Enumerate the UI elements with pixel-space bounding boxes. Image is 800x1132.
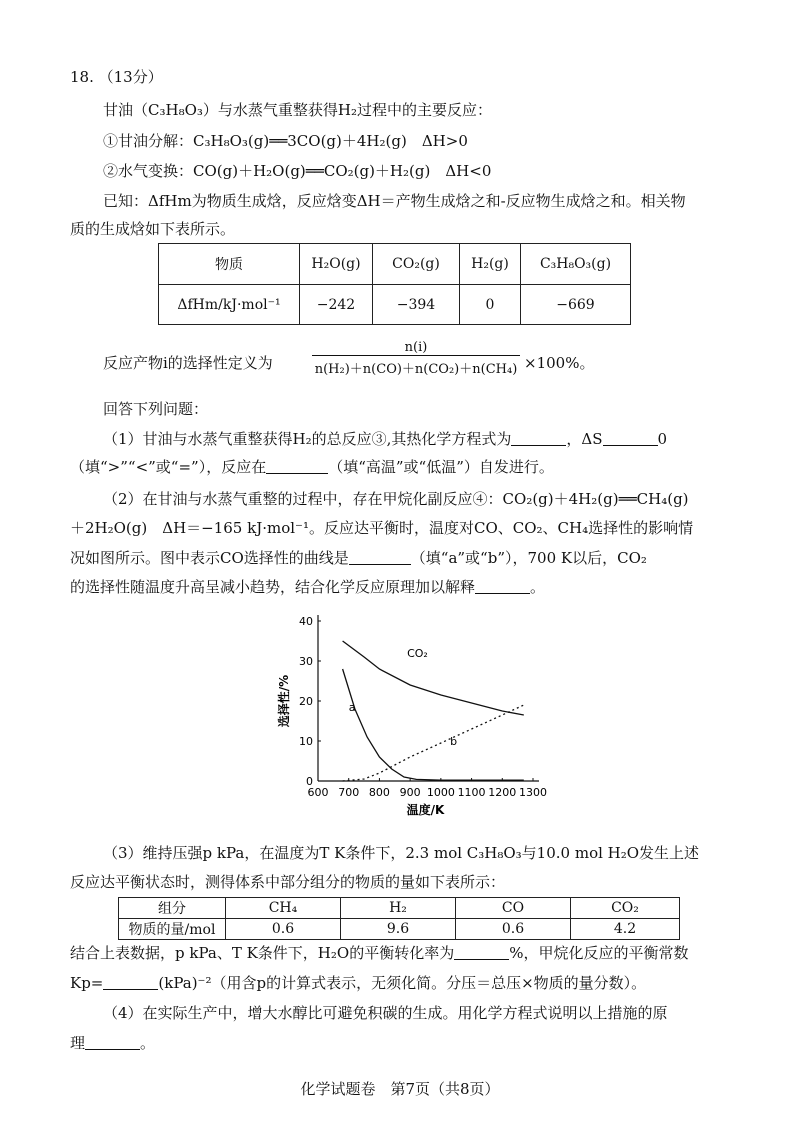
table-cell: 0 [460,285,521,325]
series-label: b [450,735,458,748]
q2-line-3 [70,547,647,568]
q3-line-3 [70,942,688,963]
answer-blank[interactable] [454,945,509,960]
answer-blank[interactable] [85,1035,140,1050]
y-tick-label: 30 [299,655,313,668]
x-tick-label: 1000 [426,786,455,799]
series-label: a [348,701,356,714]
q2-text: 的选择性随温度升高呈减小趋势，结合化学反应原理加以解释 [70,578,476,596]
series-line-b [343,705,524,781]
answer-blank[interactable] [511,431,566,446]
table-row [119,919,680,940]
q4-end-text: 。 [140,1034,156,1052]
q2-end-text: 。 [530,578,546,596]
q1-text: （1）甘油与水蒸气重整获得H₂的总反应③,其热化学方程式为 [103,430,512,448]
x-tick-label: 800 [368,786,390,799]
reaction-1: ①甘油分解：C₃H₈O₃(g)══3CO(g)＋4H₂(g) ΔH>0 [103,132,468,150]
q3-line-1: （3）维持压强p kPa，在温度为T K条件下，2.3 mol C₃H₈O₃与10.0 mol H₂O发生上述 [103,844,700,862]
known-line-1: 已知：ΔfHm为物质生成焓，反应焓变ΔH＝产物生成焓之和-反应物生成焓之和。相关物 [103,192,686,210]
table-header-cell: H₂ [341,898,456,919]
table-header-cell: 物质 [159,244,300,285]
y-tick-label: 40 [299,615,313,628]
y-tick-label: 20 [299,695,313,708]
table-cell: 0.6 [456,919,571,940]
answer-blank[interactable] [266,459,328,474]
series-line-CO₂ [343,641,524,715]
kp-label: Kp= [70,974,104,992]
table-cell: −242 [300,285,373,325]
y-axis-label: 选择性/% [277,674,291,728]
reaction-2: ②水气变换：CO(g)＋H₂O(g)══CO₂(g)＋H₂(g) ΔH<0 [103,162,492,180]
selectivity-denominator: n(H₂)＋n(CO)＋n(CO₂)＋n(CH₄) [312,355,520,377]
q1-text: （填“>”“<”或“=”），反应在 [70,458,267,476]
x-tick-label: 1200 [488,786,517,799]
y-tick-label: 0 [306,775,313,788]
x-tick-label: 900 [399,786,421,799]
q1-line-2 [70,456,554,477]
table-header-cell: H₂(g) [460,244,521,285]
x-tick-label: 600 [307,786,329,799]
x-tick-label: 1100 [457,786,486,799]
table-cell: 4.2 [571,919,680,940]
q2-end-text: （填“a”或“b”），700 K以后，CO₂ [410,549,647,567]
q1-line-1 [103,428,667,449]
x-tick-label: 700 [338,786,360,799]
x-tick-label: 1300 [519,786,547,799]
series-label: CO₂ [407,647,428,660]
table-cell: −669 [521,285,631,325]
table-cell: −394 [373,285,460,325]
answer-blank[interactable] [349,550,411,565]
table-cell: 0.6 [226,919,341,940]
enthalpy-table [158,243,631,325]
q1-end-text: 0 [657,430,668,448]
question-points: （13分） [98,68,163,86]
table-header-cell: CH₄ [226,898,341,919]
table-header-cell: CO₂(g) [373,244,460,285]
selectivity-prefix: 反应产物i的选择性定义为 [103,354,273,372]
intro-text: 甘油（C₃H₈O₃）与水蒸气重整获得H₂过程中的主要反应： [103,101,492,119]
q3-text: 结合上表数据，p kPa、T K条件下，H₂O的平衡转化率为 [70,944,455,962]
q3-end-text: %，甲烷化反应的平衡常数 [509,944,689,962]
q4-text: 理 [70,1034,86,1052]
selectivity-fraction [312,340,520,377]
q3-line-2: 反应达平衡状态时，测得体系中部分组分的物质的量如下表所示： [70,873,506,891]
table-header-row [119,898,680,919]
q3-end-text: (kPa)⁻²（用含p的计算式表示，无须化简。分压＝总压×物质的量分数）。 [158,974,647,992]
table-header-row [159,244,631,285]
table-row [159,285,631,325]
table-cell: 9.6 [341,919,456,940]
q2-line-1: （2）在甘油与水蒸气重整的过程中，存在甲烷化副反应④：CO₂(g)＋4H₂(g)══CH₄(g) [103,490,689,508]
answer-prompt: 回答下列问题： [103,400,209,418]
table-header-cell: CO [456,898,571,919]
selectivity-chart [270,605,560,830]
q2-text: 况如图所示。图中表示CO选择性的曲线是 [70,549,349,567]
q1-end-text: （填“高温”或“低温”）自发进行。 [328,458,554,476]
series-line-a [343,669,524,780]
x-axis-label: 温度/K [406,803,445,817]
q2-line-2: ＋2H₂O(g) ΔH＝−165 kJ·mol⁻¹。反应达平衡时，温度对CO、CO₂、CH₄选择性的影响情 [70,519,694,537]
question-number: 18. [70,68,94,86]
answer-blank[interactable] [475,579,530,594]
known-line-2: 质的生成焓如下表所示。 [70,220,236,238]
page-footer: 化学试题卷 第7页（共8页） [300,1080,500,1098]
amount-table [118,897,680,940]
q3-line-4 [70,972,646,993]
table-row-label: ΔfHm/kJ·mol⁻¹ [159,285,300,325]
table-header-cell: 组分 [119,898,226,919]
answer-blank[interactable] [103,975,158,990]
table-header-cell: H₂O(g) [300,244,373,285]
table-header-cell: CO₂ [571,898,680,919]
q1-mid-text: ，ΔS [566,430,603,448]
q2-line-4 [70,576,545,597]
selectivity-numerator: n(i) [404,340,428,355]
answer-blank[interactable] [603,431,658,446]
table-row-label: 物质的量/mol [119,919,226,940]
question-header [70,66,163,87]
q4-line-1: （4）在实际生产中，增大水醇比可避免积碳的生成。用化学方程式说明以上措施的原 [103,1004,668,1022]
y-tick-label: 10 [299,735,313,748]
table-header-cell: C₃H₈O₃(g) [521,244,631,285]
selectivity-suffix: ×100%。 [524,354,595,372]
q4-line-2 [70,1032,155,1053]
